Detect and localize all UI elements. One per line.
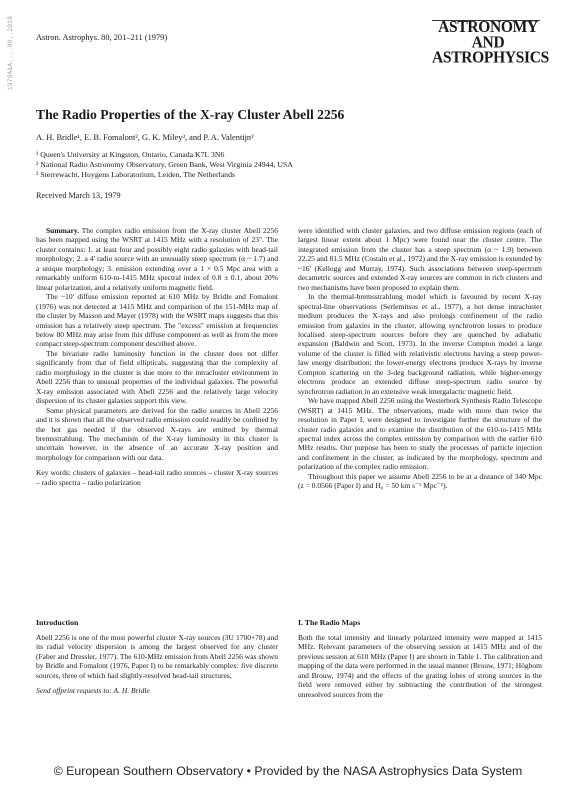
introduction-column bbox=[36, 633, 278, 696]
body-paragraph: Throughout this paper we assume Abell 2256 to be at a distance of 340 Mpc (z = 0.0566 (Paper I) and H₀ = 50 km s⁻¹ Mpc⁻¹). bbox=[298, 471, 542, 491]
body-paragraph: Both the total intensity and linearly polarized intensity were mapped at 1415 MHz. Relevant parameters of the observing session at 1415 MHz and of the previous session at 610 MHz (Paper I) are shown in Table 1. The calibration and mapping of the data were performed in the usual manner (Brouw, 1971; Högbom and Brouw, 1974) and the effects of the grating lobes of strong sources in the field were removed either by subtracting the contribution of the strongest unresolved sources from the bbox=[298, 633, 542, 699]
page-footer: © European Southern Observatory • Provided by the NASA Astrophysics Data System bbox=[53, 764, 523, 778]
body-paragraph: We have mapped Abell 2256 using the Westerbork Synthesis Radio Telescope (WSRT) at 1415 MHz. The observations, made with more than twice the resolution in Paper I, were designed to investigate further the structure of the cluster radio galaxies and to examine the distribution of the 610-to-1415 MHz spectral index across the complex emission by comparison with the earlier 610 MHz results. Our purpose has been to study the processes of particle injection and confinement in the cluster, as indicated by the morphology, spectrum and polarization of the complex radio emission. bbox=[298, 396, 542, 472]
keywords: Key words: clusters of galaxies – head-tail radio sources – cluster X-ray sources – radio spectra – radio polarization bbox=[36, 468, 278, 487]
affiliation: ³ Sterrewacht, Huygens Laboratorium, Leiden, The Netherlands bbox=[36, 170, 235, 179]
journal-logo bbox=[432, 18, 549, 67]
journal-logo-line: ASTRONOMY bbox=[438, 18, 538, 37]
affiliation: ² National Radio Astronomy Observatory, Green Bank, West Virginia 24944, USA bbox=[36, 160, 293, 169]
body-paragraph: Abell 2256 is one of the most powerful cluster X-ray sources (3U 1700+78) and its radial velocity dispersion is among the largest observed for any cluster (Faber and Dressler, 1977). The 610-MHz emission from Abell 2256 was shown by Bridle and Fomalont (1976, Paper I) to be remarkably complex: five discrete sources, three of which had slightly-resolved head-tail structures, bbox=[36, 633, 278, 680]
summary-paragraph bbox=[36, 226, 278, 292]
summary-paragraph: The ~10' diffuse emission reported at 610 MHz by Bridle and Fomalont (1976) was not detected at 1415 MHz and comparison of the 151-MHz map of the cluster by Masson and Mayer (1978) with the WSRT maps suggests that this emission has a relatively steep spectrum. The "excess" emission at frequencies below 80 MHz may arise from this diffuse component as well as from the more compact steep-spectrum component described above. bbox=[36, 292, 278, 349]
radio-maps-column bbox=[298, 633, 542, 699]
section-heading-introduction: Introduction bbox=[36, 618, 79, 627]
summary-text: The complex radio emission from the X-ray cluster Abell 2256 has been mapped using the WSRT at 1415 MHz with a resolution of 23". The cluster contains: 1. at least four and possibly eight radio galaxies with head-tail morphology; 2. a 4' radio source with an unusually steep spectrum (α ~ 1.7) and a unique morphology; 3. emission extending over a 1 × 0.5 Mpc area with a remarkably uniform 610-to-1415 MHz spectral index of 0.8 ± 0.1, about 20% linear polarization, and a relatively uniform magnetic field. bbox=[36, 226, 278, 292]
received-date: Received March 13, 1979 bbox=[36, 191, 121, 200]
offprint-request: Send offprint requests to: A. H. Bridle bbox=[36, 686, 150, 696]
body-paragraph: were identified with cluster galaxies, and two diffuse emission regions (each of largest linear extent about 1 Mpc) were found near the cluster centre. The integrated emission from the cluster has a steep spectrum (α ~ 1.9) between 22.25 and 81.5 MHz (Costain et al., 1972) and the X-ray emission is extended by ~16' (Kellogg and Murray, 1974). Such associations between steep-spectrum decametric sources and extended X-ray sources are common in rich clusters and two mechanisms have been proposed to explain them. bbox=[298, 226, 542, 292]
paper-title: The Radio Properties of the X-ray Cluster Abell 2256 bbox=[36, 107, 345, 122]
journal-logo-line: ASTROPHYSICS bbox=[432, 48, 549, 67]
journal-citation: Astron. Astrophys. 80, 201–211 (1979) bbox=[36, 33, 168, 42]
summary-paragraph: Some physical parameters are derived for the radio sources in Abell 2256 and it is shown that all the observed radio emission could readily be confined by the hot gas needed if the observed X-rays are emitted by thermal bremsstrahlung. The mechanism of the X-ray luminosity in this cluster is uncertain however, in the absence of an accurate X-ray position and morphology for comparison with our data. bbox=[36, 405, 278, 462]
journal-logo-line: AND bbox=[471, 33, 505, 52]
bibcode-stamp: 1979A&A....80..201B bbox=[7, 15, 14, 90]
author-list: A. H. Bridle¹, E. B. Fomalont², G. K. Miley³, and P. A. Valentijn³ bbox=[36, 133, 254, 142]
summary-label: Summary. bbox=[46, 226, 80, 235]
right-column bbox=[298, 226, 542, 491]
section-heading-radio-maps: I. The Radio Maps bbox=[298, 618, 361, 627]
summary-column bbox=[36, 226, 278, 487]
summary-paragraph: The bivariate radio luminosity function in the cluster does not differ significantly from that of field ellipticals, suggesting that the complexity of radio morphology in the cluster is due more to the intracluster environment in Abell 2256 than to unusual properties of the individual galaxies. The powerful X-ray emission associated with Abell 2256 and the relatively large velocity dispersion of its cluster galaxies support this view. bbox=[36, 348, 278, 406]
affiliation: ¹ Queen's University at Kingston, Ontario, Canada K7L 3N6 bbox=[36, 150, 225, 159]
body-paragraph: In the thermal-bremsstrahlung model which is favoured by recent X-ray spectral-line observations (Serlemitsos et al., 1977), a hot dense intracluster medium produces the X-rays and also prolongs confinement of the radio emission from galaxies in the cluster, allowing synchrotron losses to produce localised steep-spectrum sources before they are quenched by adiabatic expansion (Baldwin and Scott, 1973). In the inverse Compton model a large volume of the cluster is filled with relativistic electrons having a steep power-law energy distribution; the lower-energy electrons produce X-rays by inverse Compton scattering on the 3-deg background radiation, while higher-energy electrons produce an extended diffuse steep-spectrum radio source by synchrotron radiation in an extensive weak intergalactic magnetic field. bbox=[298, 292, 542, 396]
